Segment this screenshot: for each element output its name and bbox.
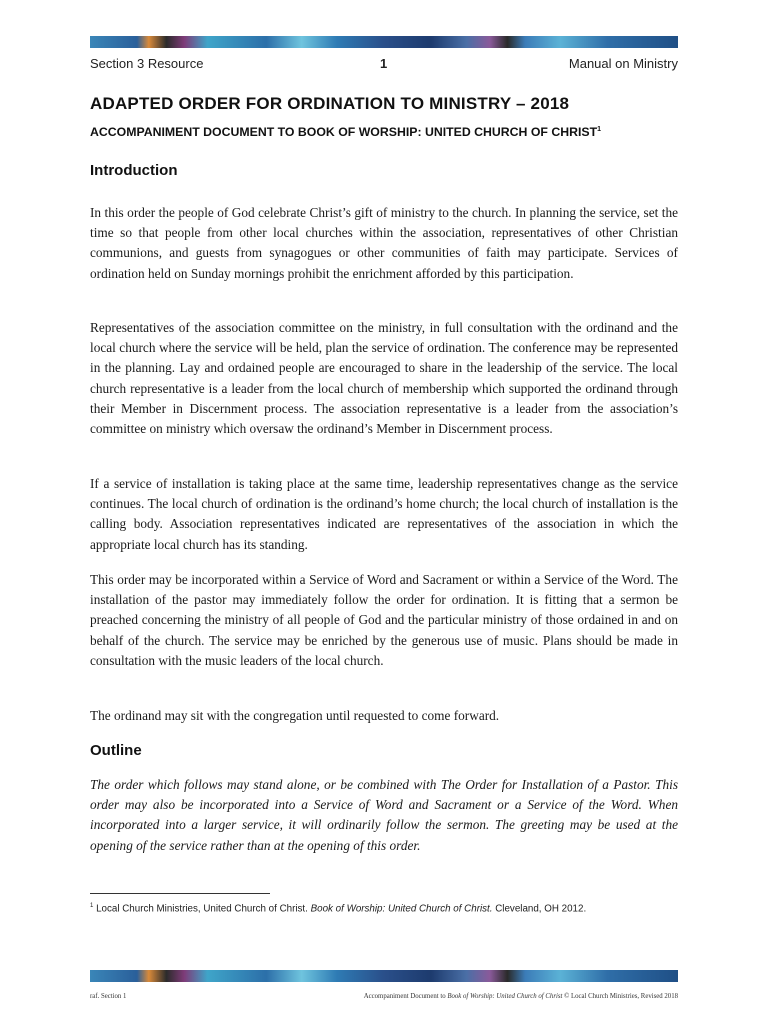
footnote-marker: 1 <box>90 903 94 909</box>
footer-left-text: raf. Section 1 <box>90 993 127 1000</box>
footnote <box>90 903 690 914</box>
footnote-divider <box>90 893 270 894</box>
outline-heading: Outline <box>90 742 142 759</box>
subtitle-text: ACCOMPANIMENT DOCUMENT TO BOOK OF WORSHIP: UNITED CHURCH OF CHRIST <box>90 125 598 139</box>
document-title: ADAPTED ORDER FOR ORDINATION TO MINISTRY – 2018 <box>90 94 570 113</box>
footer-right-after: © Local Church Ministries, Revised 2018 <box>564 993 678 1000</box>
intro-paragraph-1: In this order the people of God celebrate Christ’s gift of ministry to the church. In planning the service, set the time so that people from other local churches within the association, representatives of other Christian communions, and guests from synagogues or other communities of faith may participate. Services of ordination held on Sunday mornings prohibit the enrichment afforded by this participation. <box>90 205 678 281</box>
intro-paragraph-5: The ordinand may sit with the congregation until requested to come forward. <box>90 708 500 723</box>
footnote-text-before: Local Church Ministries, United Church of Christ. <box>96 903 308 915</box>
footnote-text-after: Cleveland, OH 2012. <box>495 903 587 915</box>
outline-paragraph: The order which follows may stand alone, or be combined with The Order for Installation of a Pastor. This order may also be incorporated into a Service of Word and Sacrament or a Service of the Word. When incorporated into a larger service, it will ordinarily follow the sermon. The greeting may be used at the opening of the service rather than at the opening of this order. <box>90 777 678 853</box>
footer-right-title: Book of Worship: United Church of Christ <box>447 993 563 1000</box>
introduction-heading: Introduction <box>90 162 178 179</box>
bottom-decorative-banner <box>90 970 678 982</box>
footer-right-before: Accompaniment Document to <box>363 993 446 1000</box>
intro-paragraph-4: This order may be incorporated within a Service of Word and Sacrament or within a Service of the Word. The installation of the pastor may immediately follow the order for ordination. It is fitting that a sermon be preached concerning the ministry of all people of God and the particular ministry of those ordained in and on behalf of the church. The service may be enriched by the generous use of music. Plans should be made in consultation with the music leaders of the local church. <box>90 572 678 668</box>
intro-paragraph-2: Representatives of the association committee on the ministry, in full consultation with the ordinand and the local church where the service will be held, plan the service of ordination. The conference may be represented in the planning. Lay and ordained people are encouraged to share in the leadership of the service. The local church representative is a leader from the local church of membership which supported the ordinand through their Member in Discernment process. The association representative is a leader from the association’s committee on ministry which oversaw the ordinand’s Member in Discernment process. <box>90 320 678 437</box>
header-manual-title: Manual on Ministry <box>568 56 678 71</box>
footnote-book-title: Book of Worship: United Church of Christ. <box>310 903 493 915</box>
intro-paragraph-3: If a service of installation is taking place at the same time, leadership representatives change as the service continues. The local church of ordination is the ordinand’s home church; the local church of installation is the calling body. Association representatives indicated are representatives of the association in which the appropriate local church has its standing. <box>90 476 678 552</box>
header-section-label: Section 3 Resource <box>90 56 204 71</box>
document-subtitle <box>90 125 690 139</box>
page-number: 1 <box>380 56 388 71</box>
top-decorative-banner <box>90 36 678 48</box>
footer-right-text <box>364 993 678 1000</box>
subtitle-footnote-marker: 1 <box>597 125 602 133</box>
